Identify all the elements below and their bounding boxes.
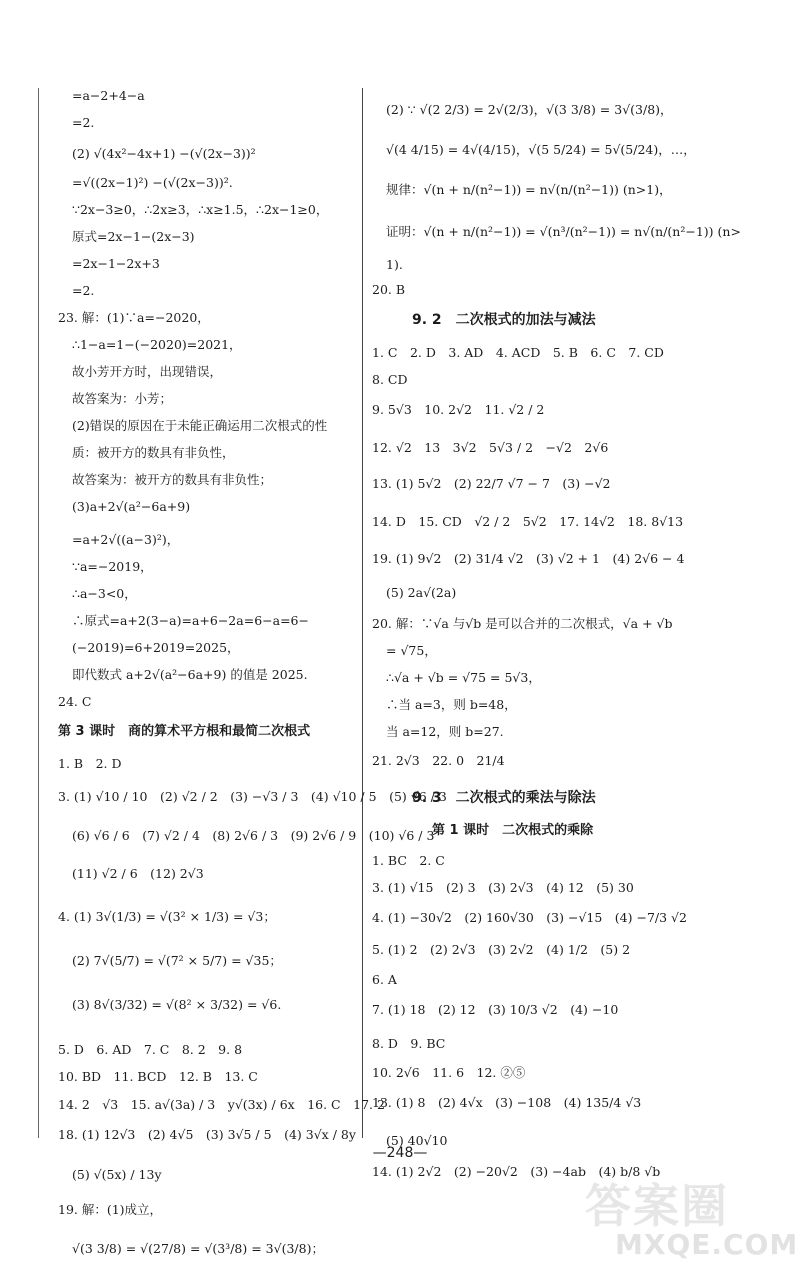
watermark-logo bbox=[585, 1170, 799, 1265]
text-line: = √75， bbox=[386, 643, 437, 658]
text-line: (3) 8√(3/32) = √(8² × 3/32) = √6. bbox=[72, 997, 282, 1012]
page-number: —248— bbox=[372, 1145, 428, 1161]
text-line: (5) 2a√(2a) bbox=[386, 585, 457, 600]
text-line: ∵2x−3≥0，∴2x≥3，∴x≥1.5，∴2x−1≥0， bbox=[72, 202, 329, 217]
text-line: 即代数式 a+2√(a²−6a+9) 的值是 2025. bbox=[72, 667, 308, 682]
text-line: 13. (1) 8 (2) 4√x (3) −108 (4) 135/4 √3 bbox=[372, 1095, 642, 1110]
watermark-top-text: 答案圈 bbox=[585, 1179, 729, 1233]
text-line: 8. D 9. BC bbox=[372, 1036, 446, 1051]
text-line: =√((2x−1)²) −(√(2x−3))². bbox=[72, 175, 233, 190]
text-line: 12. √2 13 3√2 5√3 / 2 −√2 2√6 bbox=[372, 440, 609, 455]
text-line: (2)错误的原因在于未能正确运用二次根式的性 bbox=[72, 418, 328, 433]
text-line: 10. BD 11. BCD 12. B 13. C bbox=[58, 1069, 258, 1084]
text-line: ∴1−a=1−(−2020)=2021， bbox=[72, 337, 242, 352]
section-heading: 9. 2 二次根式的加法与减法 bbox=[412, 312, 596, 328]
text-line: (6) √6 / 6 (7) √2 / 4 (8) 2√6 / 3 (9) 2√6 / 9 (10) √6 / 3 bbox=[72, 828, 435, 843]
text-line: 原式=2x−1−(2x−3) bbox=[72, 229, 195, 244]
text-line: (2) √(4x²−4x+1) −(√(2x−3))² bbox=[72, 146, 256, 161]
text-line: ∴√a + √b = √75 = 5√3， bbox=[386, 670, 541, 685]
watermark-url-text: MXQE.COM bbox=[615, 1228, 799, 1261]
text-line: 1). bbox=[386, 257, 403, 272]
text-line: ∴a−3<0， bbox=[72, 586, 137, 601]
text-line: ∴当 a=3，则 b=48， bbox=[386, 697, 517, 712]
text-line: =2x−1−2x+3 bbox=[72, 256, 160, 271]
text-line: 24. C bbox=[58, 694, 92, 709]
text-line: ∵a=−2019， bbox=[72, 559, 153, 574]
text-line: 1. BC 2. C bbox=[372, 853, 445, 868]
section-heading: 第 1 课时 二次根式的乘除 bbox=[432, 823, 594, 838]
text-line: 14. (1) 2√2 (2) −20√2 (3) −4ab (4) b/8 √b bbox=[372, 1164, 661, 1179]
text-line: 故答案为：小芳； bbox=[72, 391, 173, 406]
column-divider bbox=[362, 88, 363, 1138]
text-line: 23. 解：(1)∵a=−2020， bbox=[58, 310, 210, 325]
text-line: =a+2√((a−3)²)， bbox=[72, 532, 180, 547]
text-line: 4. (1) 3√(1/3) = √(3² × 1/3) = √3； bbox=[58, 909, 276, 924]
section-heading: 第 3 课时 商的算术平方根和最简二次根式 bbox=[58, 724, 311, 739]
text-line: =2. bbox=[72, 115, 95, 130]
text-line: 20. B bbox=[372, 282, 406, 297]
text-line: 1. B 2. D bbox=[58, 756, 122, 771]
text-line: 故答案为：被开方的数具有非负性； bbox=[72, 472, 273, 487]
text-line: =2. bbox=[72, 283, 95, 298]
text-line: (3)a+2√(a²−6a+9) bbox=[72, 499, 191, 514]
text-line: 18. (1) 12√3 (2) 4√5 (3) 3√5 / 5 (4) 3√x / 8y bbox=[58, 1127, 356, 1142]
text-line: 21. 2√3 22. 0 21/4 bbox=[372, 753, 505, 768]
text-line: (−2019)=6+2019=2025， bbox=[72, 640, 240, 655]
text-line: (2) ∵ √(2 2/3) = 2√(2/3)，√(3 3/8) = 3√(3/8)， bbox=[386, 102, 673, 117]
text-line: (2) 7√(5/7) = √(7² × 5/7) = √35； bbox=[72, 953, 282, 968]
left-margin-line bbox=[38, 88, 39, 1138]
text-line: 规律：√(n + n/(n²−1)) = n√(n/(n²−1)) (n>1)， bbox=[386, 182, 672, 197]
text-line: 13. (1) 5√2 (2) 22/7 √7 − 7 (3) −√2 bbox=[372, 476, 611, 491]
text-line: 7. (1) 18 (2) 12 (3) 10/3 √2 (4) −10 bbox=[372, 1002, 619, 1017]
text-line: √(3 3/8) = √(27/8) = √(3³/8) = 3√(3/8)； bbox=[72, 1241, 324, 1256]
text-line: (5) √(5x) / 13y bbox=[72, 1167, 162, 1182]
text-line: 19. (1) 9√2 (2) 31/4 √2 (3) √2 + 1 (4) 2√6 − 4 bbox=[372, 551, 685, 566]
text-line: 3. (1) √15 (2) 3 (3) 2√3 (4) 12 (5) 30 bbox=[372, 880, 634, 895]
text-line: 5. (1) 2 (2) 2√3 (3) 2√2 (4) 1/2 (5) 2 bbox=[372, 942, 631, 957]
text-line: 14. D 15. CD √2 / 2 5√2 17. 14√2 18. 8√13 bbox=[372, 514, 684, 529]
text-line: 14. 2 √3 15. a√(3a) / 3 y√(3x) / 6x 16. C 17. 2 bbox=[58, 1097, 385, 1112]
text-line: 6. A bbox=[372, 972, 397, 987]
text-line: =a−2+4−a bbox=[72, 88, 145, 103]
text-line: ∴原式=a+2(3−a)=a+6−2a=6−a=6− bbox=[72, 613, 309, 628]
text-line: 1. C 2. D 3. AD 4. ACD 5. B 6. C 7. CD bbox=[372, 345, 664, 360]
text-line: (5) 40√10 bbox=[386, 1133, 448, 1148]
text-line: 3. (1) √10 / 10 (2) √2 / 2 (3) −√3 / 3 (4) √10 / 5 (5) √6 / 3 bbox=[58, 789, 447, 804]
text-line: 4. (1) −30√2 (2) 160√30 (3) −√15 (4) −7/3 √2 bbox=[372, 910, 687, 925]
text-line: 故小芳开方时，出现错误， bbox=[72, 364, 223, 379]
text-line: 证明：√(n + n/(n²−1)) = √(n³/(n²−1)) = n√(n/(n²−1)) (n> bbox=[386, 224, 741, 239]
text-line: 8. CD bbox=[372, 372, 408, 387]
text-line: √(4 4/15) = 4√(4/15)，√(5 5/24) = 5√(5/24)，…， bbox=[386, 142, 696, 157]
text-line: 20. 解：∵√a 与√b 是可以合并的二次根式，√a + √b bbox=[372, 616, 673, 631]
text-line: 当 a=12，则 b=27. bbox=[386, 724, 504, 739]
section-heading: 9. 3 二次根式的乘法与除法 bbox=[412, 790, 596, 806]
text-line: 19. 解：(1)成立， bbox=[58, 1202, 163, 1217]
text-line: (11) √2 / 6 (12) 2√3 bbox=[72, 866, 204, 881]
text-line: 5. D 6. AD 7. C 8. 2 9. 8 bbox=[58, 1042, 243, 1057]
text-line: 10. 2√6 11. 6 12. ②⑤ bbox=[372, 1065, 526, 1080]
text-line: 质：被开方的数具有非负性， bbox=[72, 445, 235, 460]
text-line: 9. 5√3 10. 2√2 11. √2 / 2 bbox=[372, 402, 545, 417]
